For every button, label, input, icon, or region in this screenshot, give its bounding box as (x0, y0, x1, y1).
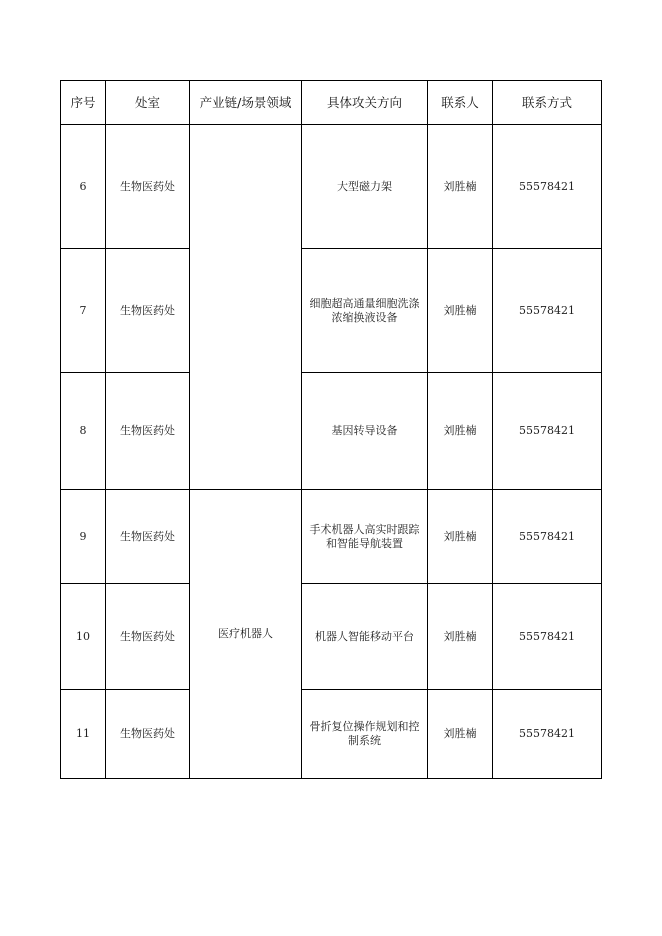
cell-phone: 55578421 (493, 373, 602, 490)
cell-dept: 生物医药处 (106, 490, 190, 584)
cell-direction: 骨折复位操作规划和控制系统 (302, 690, 428, 779)
header-field: 产业链/场景领域 (190, 81, 302, 125)
table-row (61, 373, 602, 490)
cell-contact: 刘胜楠 (428, 125, 493, 249)
cell-phone: 55578421 (493, 584, 602, 690)
header-contact: 联系人 (428, 81, 493, 125)
cell-dept: 生物医药处 (106, 584, 190, 690)
table-row (61, 125, 602, 249)
project-table (60, 80, 602, 779)
cell-direction: 细胞超高通量细胞洗涤浓缩换液设备 (302, 249, 428, 373)
cell-no: 10 (61, 584, 106, 690)
table-row (61, 249, 602, 373)
cell-phone: 55578421 (493, 249, 602, 373)
cell-contact: 刘胜楠 (428, 584, 493, 690)
cell-phone: 55578421 (493, 690, 602, 779)
cell-dept: 生物医药处 (106, 373, 190, 490)
cell-no: 8 (61, 373, 106, 490)
header-row (61, 81, 602, 125)
cell-no: 9 (61, 490, 106, 584)
cell-dept: 生物医药处 (106, 249, 190, 373)
cell-phone: 55578421 (493, 490, 602, 584)
header-dept: 处室 (106, 81, 190, 125)
cell-contact: 刘胜楠 (428, 373, 493, 490)
header-direction: 具体攻关方向 (302, 81, 428, 125)
cell-no: 11 (61, 690, 106, 779)
cell-direction: 基因转导设备 (302, 373, 428, 490)
cell-dept: 生物医药处 (106, 125, 190, 249)
cell-no: 7 (61, 249, 106, 373)
cell-phone: 55578421 (493, 125, 602, 249)
cell-contact: 刘胜楠 (428, 490, 493, 584)
cell-field (190, 125, 302, 490)
header-no: 序号 (61, 81, 106, 125)
header-phone: 联系方式 (493, 81, 602, 125)
table-row (61, 690, 602, 779)
cell-direction: 大型磁力架 (302, 125, 428, 249)
cell-field: 医疗机器人 (190, 490, 302, 779)
cell-contact: 刘胜楠 (428, 249, 493, 373)
table-row (61, 584, 602, 690)
cell-direction: 手术机器人高实时跟踪和智能导航装置 (302, 490, 428, 584)
cell-no: 6 (61, 125, 106, 249)
cell-dept: 生物医药处 (106, 690, 190, 779)
cell-direction: 机器人智能移动平台 (302, 584, 428, 690)
cell-contact: 刘胜楠 (428, 690, 493, 779)
table-row (61, 490, 602, 584)
